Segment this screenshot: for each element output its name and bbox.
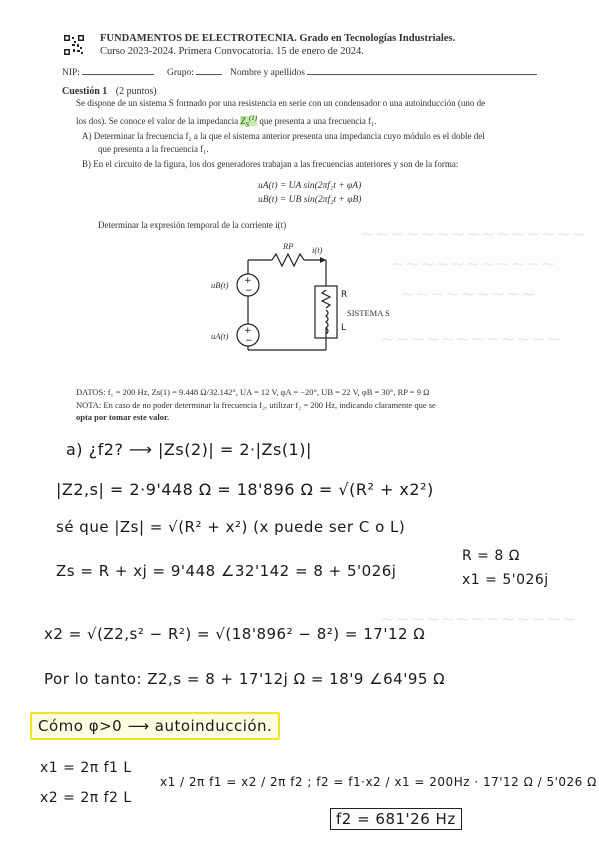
nombre-field[interactable] <box>230 68 537 78</box>
intro-line2-a: los dos). Se conoce el valor de la impedancia <box>76 116 239 126</box>
conclusion-text: Cómo φ>0 ⟶ autoinducción. <box>38 717 273 735</box>
page-title: FUNDAMENTOS DE ELECTROTECNIA. Grado en Tecnologías Industriales. <box>100 33 456 44</box>
solution-line-1: a) ¿f2? ⟶ |Zs(2)| = 2·|Zs(1)| <box>66 440 312 459</box>
svg-text:~~~~~~~~~~~~: ~~~~~~~~~~~~ <box>380 329 561 350</box>
solution-bracket-r: R = 8 Ω <box>462 548 520 564</box>
nota-line1: NOTA: En caso de no poder determinar la frecuencia f₂, utilizar f₂ = 200 Hz, indicando claramente que se <box>76 400 436 410</box>
solution-line-8c: x1 / 2π f1 = x2 / 2π f2 ; f2 = f1·x2 / x1 = 200Hz · 17'12 Ω / 5'026 Ω <box>160 775 597 789</box>
solution-line-3: sé que |Zs| = √(R² + x²) (x puede ser C o L) <box>56 518 406 536</box>
ub-plus-sign: + <box>244 276 252 286</box>
circuit-label-r: R <box>341 290 348 300</box>
grupo-blank[interactable] <box>196 74 222 75</box>
svg-text:~~~~~~~~~~~: ~~~~~~~~~~~ <box>390 254 556 275</box>
determine-text: Determinar la expresión temporal de la corriente i(t) <box>98 220 287 230</box>
question-heading <box>62 86 157 97</box>
solution-line-2: |Z2,s| = 2·9'448 Ω = 18'896 Ω = √(R² + x2²) <box>56 480 434 499</box>
nota-line2: opta por tomar este valor. <box>76 412 170 422</box>
circuit-label-rp: RP <box>283 241 294 251</box>
nip-blank[interactable] <box>82 74 154 75</box>
circuit-label-current: i(t) <box>312 245 323 255</box>
ua-plus-sign: + <box>244 326 252 336</box>
solution-line-8a: x1 = 2π f1 L <box>40 760 132 776</box>
final-result: f2 = 681'26 Hz <box>330 808 462 830</box>
circuit-diagram <box>200 238 430 378</box>
question-intro-line2 <box>76 114 376 129</box>
solution-line-8b: x2 = 2π f2 L <box>40 790 132 806</box>
solution-line-5: x2 = √(Z2,s² − R²) = √(18'896² − 8²) = 17'12 Ω <box>44 625 426 643</box>
part-a-line1: A) Determinar la frecuencia f₂ a la que el sistema anterior presenta una impedancia cuyo módulo es el doble del <box>82 131 485 141</box>
qr-code-icon <box>64 35 84 55</box>
ua-minus-sign: − <box>245 336 253 346</box>
impedance-symbol: $Z_S^{(1)}$ <box>240 114 258 129</box>
nombre-label: Nombre y apellidos <box>230 68 305 78</box>
datos-line: DATOS: f₁ = 200 Hz, Zs(1) = 9.448 Ω/32.142°, UA = 12 V, φA = −20°, UB = 22 V, φB = 30°, RP = 9 Ω <box>76 387 430 397</box>
nip-label: NIP: <box>62 68 80 78</box>
solution-conclusion <box>30 712 280 740</box>
grupo-label: Grupo: <box>167 68 194 78</box>
svg-text:~~~~~~~~~: ~~~~~~~~~ <box>400 284 536 305</box>
page-subtitle: Curso 2023-2024. Primera Convocatoria. 15 de enero de 2024. <box>100 46 364 57</box>
solution-line-4: Zs = R + xj = 9'448 ∠32'142 = 8 + 5'026j <box>56 562 397 580</box>
circuit-label-system: SISTEMA S <box>347 308 390 318</box>
question-intro-line1: Se dispone de un sistema S formado por una resistencia en serie con un condensador o una autoinducción (uno de <box>76 98 486 108</box>
part-a-line2: que presenta a la frecuencia f₁. <box>98 144 209 154</box>
solution-line-6: Por lo tanto: Z2,s = 8 + 17'12j Ω = 18'9 ∠64'95 Ω <box>44 670 446 688</box>
circuit-label-ub: uB(t) <box>211 280 229 290</box>
question-points: (2 puntos) <box>115 86 157 97</box>
svg-text:~~~~~~~~~~~~~~~: ~~~~~~~~~~~~~~~ <box>360 224 587 245</box>
intro-line2-b: que presenta a una frecuencia f₁. <box>259 116 377 126</box>
svg-text:~~~~~~~~~~~~~: ~~~~~~~~~~~~~ <box>380 609 577 630</box>
circuit-label-ua: uA(t) <box>211 331 229 341</box>
ub-minus-sign: − <box>245 286 253 296</box>
equation-ub: uB(t) = UB sin(2πf₂t + φB) <box>258 195 362 205</box>
equation-ua: uA(t) = UA sin(2πf₁t + φA) <box>258 181 362 191</box>
part-b-line1: B) En el circuito de la figura, los dos generadores trabajan a las frecuencias anteriores y son de la forma: <box>82 159 459 169</box>
circuit-label-l: L <box>341 323 347 333</box>
nip-field[interactable] <box>62 68 154 78</box>
question-number: Cuestión 1 <box>62 86 108 97</box>
nombre-blank[interactable] <box>307 74 537 75</box>
solution-bracket-x: x1 = 5'026j <box>462 572 549 588</box>
grupo-field[interactable] <box>167 68 222 78</box>
